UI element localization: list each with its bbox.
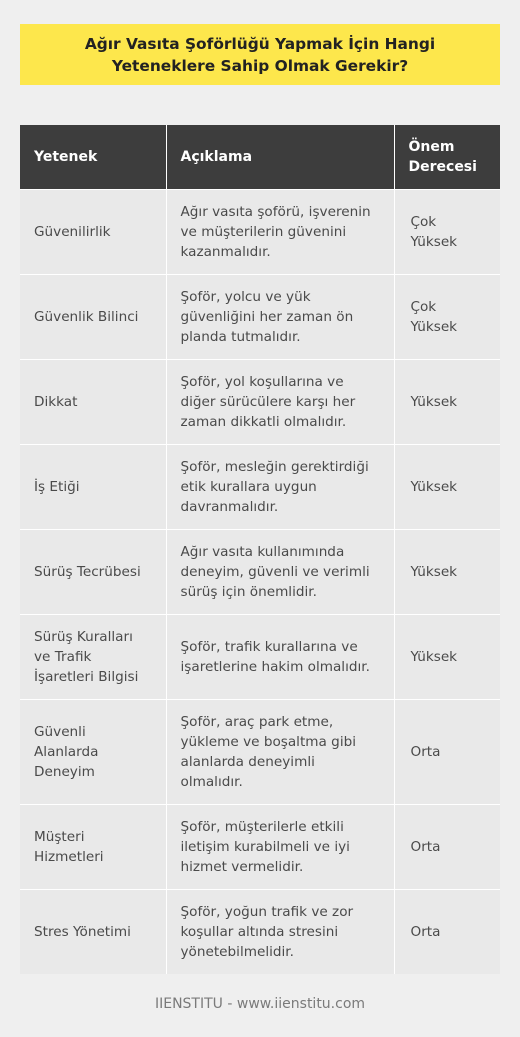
skill-cell: Sürüş Kuralları ve Trafik İşaretleri Bilgisi — [20, 614, 166, 699]
header-description: Açıklama — [166, 125, 394, 189]
table-row — [20, 359, 500, 444]
header-skill: Yetenek — [20, 125, 166, 189]
importance-cell: Orta — [394, 804, 500, 889]
description-cell: Şoför, yol koşullarına ve diğer sürücülere karşı her zaman dikkatli olmalıdır. — [166, 359, 394, 444]
importance-cell: Yüksek — [394, 529, 500, 614]
description-cell: Ağır vasıta kullanımında deneyim, güvenli ve verimli sürüş için önemlidir. — [166, 529, 394, 614]
description-cell: Şoför, araç park etme, yükleme ve boşaltma gibi alanlarda deneyimli olmalıdır. — [166, 699, 394, 804]
skill-cell: İş Etiği — [20, 444, 166, 529]
importance-cell: Çok Yüksek — [394, 274, 500, 359]
importance-cell: Yüksek — [394, 359, 500, 444]
description-cell: Şoför, yoğun trafik ve zor koşullar altında stresini yönetebilmelidir. — [166, 889, 394, 974]
skill-cell: Stres Yönetimi — [20, 889, 166, 974]
table-row — [20, 274, 500, 359]
description-cell: Şoför, müşterilerle etkili iletişim kurabilmeli ve iyi hizmet vermelidir. — [166, 804, 394, 889]
skill-cell: Güvenilirlik — [20, 189, 166, 274]
skill-cell: Güvenlik Bilinci — [20, 274, 166, 359]
skill-cell: Sürüş Tecrübesi — [20, 529, 166, 614]
table-row — [20, 889, 500, 974]
footer-credit: IIENSTITU - www.iienstitu.com — [154, 996, 366, 1012]
skills-table — [20, 125, 500, 974]
skill-cell: Dikkat — [20, 359, 166, 444]
description-cell: Şoför, trafik kurallarına ve işaretlerine hakim olmalıdır. — [166, 614, 394, 699]
description-cell: Ağır vasıta şoförü, işverenin ve müşterilerin güvenini kazanmalıdır. — [166, 189, 394, 274]
importance-cell: Orta — [394, 699, 500, 804]
skill-cell: Müşteri Hizmetleri — [20, 804, 166, 889]
table-row — [20, 804, 500, 889]
header-importance: Önem Derecesi — [394, 125, 500, 189]
table-row — [20, 529, 500, 614]
table-header-row — [20, 125, 500, 189]
table-row — [20, 189, 500, 274]
importance-cell: Orta — [394, 889, 500, 974]
skill-cell: Güvenli Alanlarda Deneyim — [20, 699, 166, 804]
table-row — [20, 614, 500, 699]
importance-cell: Yüksek — [394, 614, 500, 699]
importance-cell: Yüksek — [394, 444, 500, 529]
page-title — [20, 24, 500, 85]
importance-cell: Çok Yüksek — [394, 189, 500, 274]
table-row — [20, 444, 500, 529]
table-row — [20, 699, 500, 804]
description-cell: Şoför, mesleğin gerektirdiği etik kurallara uygun davranmalıdır. — [166, 444, 394, 529]
description-cell: Şoför, yolcu ve yük güvenliğini her zaman ön planda tutmalıdır. — [166, 274, 394, 359]
page-title-text: Ağır Vasıta Şoförlüğü Yapmak İçin Hangi Yeteneklere Sahip Olmak Gerekir? — [84, 34, 436, 75]
